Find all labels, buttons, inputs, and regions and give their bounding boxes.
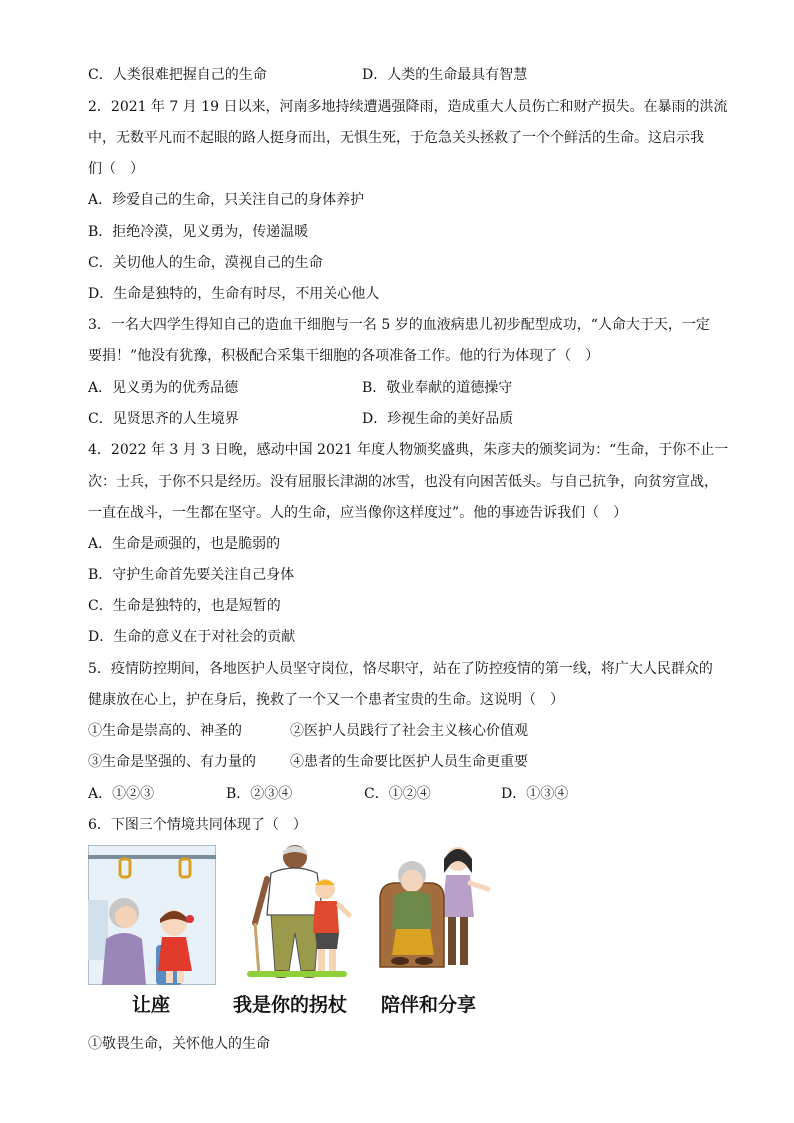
q6-caption-2: 我是你的拐杖 [233, 994, 348, 1016]
q3-stem-line-2: 要捐！”他没有犹豫，积极配合采集干细胞的各项准备工作。他的行为体现了（ ） [88, 348, 600, 364]
q1-option-d: D．人类的生命最具有智慧 [362, 67, 528, 83]
q4-stem-line-1: 4．2022 年 3 月 3 日晚，感动中国 2021 年度人物颁奖盛典，朱彦夫的颁奖词为：“生命，于你不止一 [88, 442, 729, 458]
q2-option-d: D．生命是独特的，生命有时尽，不用关心他人 [88, 286, 380, 302]
q5-stem-line-2: 健康放在心上，护在身后，挽救了一个又一个患者宝贵的生命。这说明（ ） [88, 692, 564, 708]
q2-stem-line-1: 2．2021 年 7 月 19 日以来，河南多地持续遭遇强降雨，造成重大人员伤亡和财产损失。在暴雨的洪流 [88, 99, 728, 115]
q2-option-c: C．关切他人的生命，漠视自己的生命 [88, 255, 323, 271]
q6-stem: 6．下图三个情境共同体现了（ ） [88, 817, 307, 833]
q3-stem-line-1: 3．一名大四学生得知自己的造血干细胞与一名 5 岁的血液病患儿初步配型成功，“人命大于天，一定 [88, 317, 710, 333]
q4-option-c: C．生命是独特的，也是短暂的 [88, 598, 281, 614]
q5-option-d: D．①③④ [501, 786, 569, 802]
q4-stem-line-3: 一直在战斗，一生都在坚守。人的生命，应当像你这样度过”。他的事迹告诉我们（ ） [88, 505, 628, 521]
q4-option-d: D．生命的意义在于对社会的贡献 [88, 629, 296, 645]
q5-item-2: ②医护人员践行了社会主义核心价值观 [290, 723, 528, 739]
q5-option-a: A．①②③ [88, 786, 155, 802]
q3-option-b: B．敬业奉献的道德操守 [362, 380, 513, 396]
q4-stem-line-2: 次：士兵，于你不只是经历。没有屈服长津湖的冰雪，也没有向困苦低头。与自己抗争，向贫穷宣战， [88, 474, 718, 490]
illustration-companionship [376, 843, 494, 975]
q6-caption-1: 让座 [132, 994, 171, 1016]
q5-item-4: ④患者的生命要比医护人员生命更重要 [290, 754, 528, 770]
q2-stem-line-3: 们（ ） [88, 161, 144, 177]
q4-option-b: B．守护生命首先要关注自己身体 [88, 567, 295, 583]
q1-option-c: C．人类很难把握自己的生命 [88, 67, 267, 83]
q6-caption-3: 陪伴和分享 [381, 994, 477, 1016]
illustration-walking-cane [245, 843, 355, 983]
q4-option-a: A．生命是顽强的，也是脆弱的 [88, 536, 281, 552]
q3-option-a: A．见义勇为的优秀品德 [88, 380, 239, 396]
q3-option-d: D．珍视生命的美好品质 [362, 411, 514, 427]
q5-option-c: C．①②④ [364, 786, 431, 802]
q2-option-a: A．珍爱自己的生命，只关注自己的身体养护 [88, 192, 365, 208]
q2-stem-line-2: 中，无数平凡而不起眼的路人挺身而出，无惧生死，于危急关头拯救了一个个鲜活的生命。这启示我 [88, 130, 704, 146]
q5-item-1: ①生命是崇高的、神圣的 [88, 723, 242, 739]
q5-item-3: ③生命是坚强的、有力量的 [88, 754, 256, 770]
q5-option-b: B．②③④ [226, 786, 293, 802]
q3-option-c: C．见贤思齐的人生境界 [88, 411, 239, 427]
illustration-giving-seat [88, 845, 216, 985]
q5-stem-line-1: 5．疫情防控期间，各地医护人员坚守岗位，恪尽职守，站在了防控疫情的第一线，将广大人民群众的 [88, 661, 713, 677]
q2-option-b: B．拒绝冷漠，见义勇为，传递温暖 [88, 224, 309, 240]
q6-item-1: ①敬畏生命，关怀他人的生命 [88, 1036, 270, 1052]
